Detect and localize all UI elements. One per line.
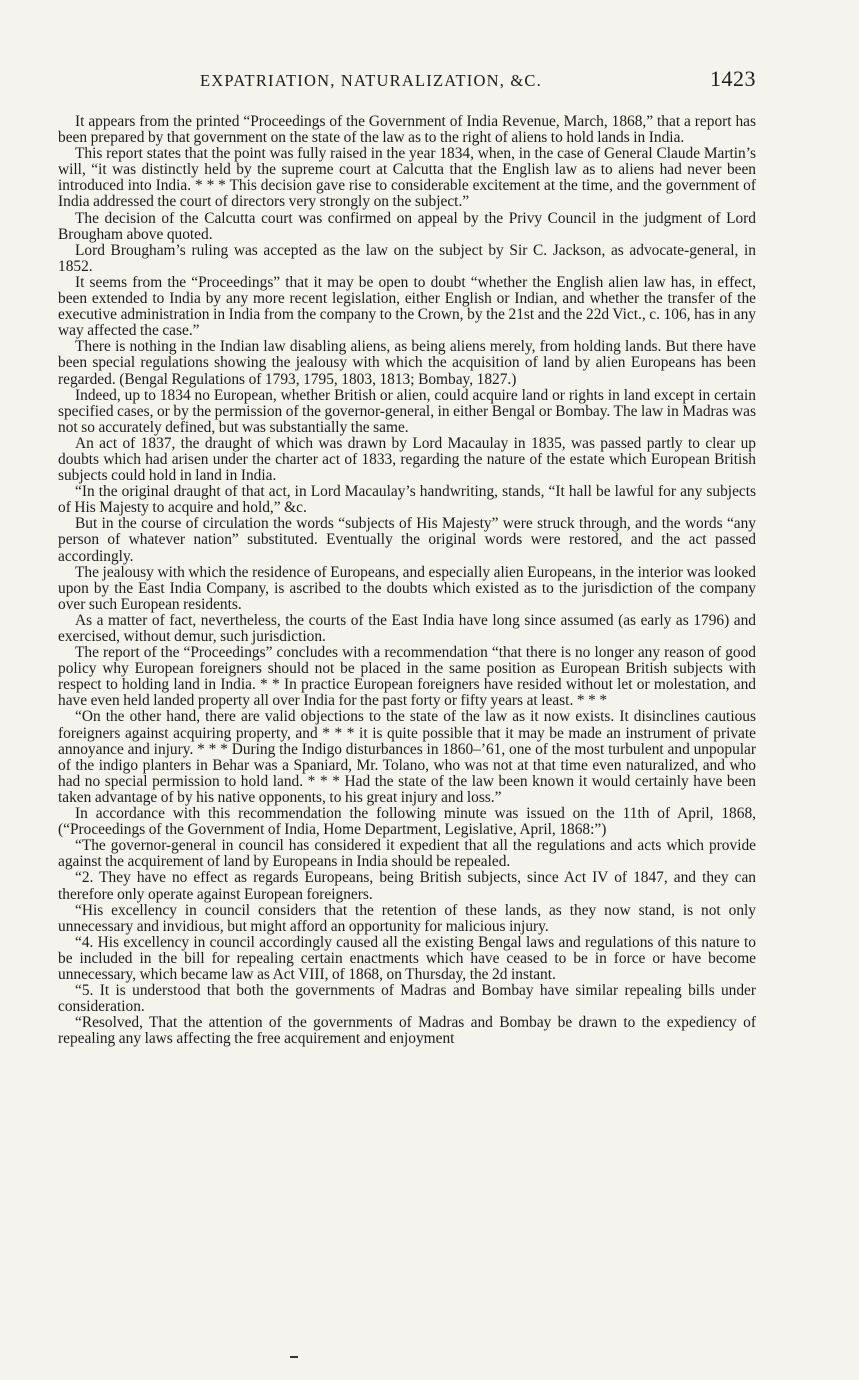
- paragraph: Indeed, up to 1834 no European, whether British or alien, could acquire land or rights in land except in certain specified cases, or by the permission of the governor-general, in either Bengal or Bombay. The law in Madras was not so accurately defined, but was substantially the same.: [58, 386, 756, 436]
- paragraph: “On the other hand, there are valid objections to the state of the law as it now exists. It disinclines cautious foreigners against acquiring property, and * * * it is quite possible that it may be made an instrument of private annoyance and injury. * * * During the Indigo disturbances in 1860–’61, one of the most turbulent and unpopular of the indigo planters in Behar was a Spaniard, Mr. Tolano, who was not at that time even naturalized, and who had no special permission to hold land. * * * Had the state of the law been known it would certainly have been taken advantage of by his native opponents, to his great injury and loss.”: [58, 708, 756, 806]
- paragraph: There is nothing in the Indian law disabling aliens, as being aliens merely, from holding lands. But there have been special regulations showing the jealousy with which the acquisition of land by alien Europeans has been regarded. (Bengal Regulations of 1793, 1795, 1803, 1813; Bombay, 1827.): [58, 338, 756, 388]
- paragraph: An act of 1837, the draught of which was drawn by Lord Macaulay in 1835, was passed partly to clear up doubts which had arisen under the charter act of 1833, regarding the nature of the estate which European British subjects could hold in land in India.: [58, 434, 756, 485]
- paragraph: This report states that the point was fully raised in the year 1834, when, in the case of General Claude Martin’s will, “it was distinctly held by the supreme court at Calcutta that the English law as to aliens had never been introduced into India. * * * This decision gave rise to considerable excitement at the time, and the government of India addressed the court of directors very strongly on the subject.”: [58, 145, 756, 211]
- running-head: EXPATRIATION, NATURALIZATION, &C.: [200, 71, 542, 90]
- body-text: [58, 114, 756, 1047]
- paragraph: The report of the “Proceedings” concludes with a recommendation “that there is no longer any reason of good policy why European foreigners should not be placed in the same position as European British subjects with respect to holding land in India. * * In practice European foreigners have resided without let or molestation, and have even held landed property all over India for the past forty or fifty years at least. * * *: [58, 644, 756, 710]
- paragraph: It appears from the printed “Proceedings of the Government of India Revenue, March, 1868,” that a report has been prepared by that government on the state of the law as to the right of aliens to hold lands in India.: [58, 113, 756, 147]
- paragraph: “5. It is understood that both the governments of Madras and Bombay have similar repealing bills under consideration.: [58, 982, 756, 1016]
- document-page: [58, 66, 756, 1047]
- paragraph: As a matter of fact, nevertheless, the courts of the East India have long since assumed (as early as 1796) and exercised, without demur, such jurisdiction.: [58, 611, 756, 645]
- paragraph: “Resolved, That the attention of the governments of Madras and Bombay be drawn to the expediency of repealing any laws affecting the free acquirement and enjoyment: [58, 1014, 756, 1048]
- footer-dash-mark: [290, 1356, 298, 1358]
- paragraph: The decision of the Calcutta court was confirmed on appeal by the Privy Council in the judgment of Lord Brougham above quoted.: [58, 209, 756, 243]
- paragraph: Lord Brougham’s ruling was accepted as the law on the subject by Sir C. Jackson, as advocate-general, in 1852.: [58, 241, 756, 275]
- paragraph: The jealousy with which the residence of Europeans, and especially alien Europeans, in the interior was looked upon by the East India Company, is ascribed to the doubts which existed as to the jurisdiction of the company over such European residents.: [58, 563, 756, 613]
- paragraph: “4. His excellency in council accordingly caused all the existing Bengal laws and regulations of this nature to be included in the bill for repealing certain enactments which have ceased to be in force or have become unnecessary, which became law as Act VIII, of 1868, on Thursday, the 2d instant.: [58, 933, 756, 983]
- paragraph: It seems from the “Proceedings” that it may be open to doubt “whether the English alien law has, in effect, been extended to India by any more recent legislation, either English or Indian, and whether the transfer of the executive administration in India from the company to the Crown, by the 21st and the 22d Vict., c. 106, has in any way affected the case.”: [58, 273, 756, 340]
- paragraph: “In the original draught of that act, in Lord Macaulay’s handwriting, stands, “It hall be lawful for any subjects of His Majesty to acquire and hold,” &c.: [58, 483, 756, 517]
- paragraph: But in the course of circulation the words “subjects of His Majesty” were struck through, and the words “any person of whatever nation” substituted. Eventually the original words were restored, and the act passed accordingly.: [58, 515, 756, 565]
- paragraph: In accordance with this recommendation the following minute was issued on the 11th of April, 1868, (“Proceedings of the Government of India, Home Department, Legislative, April, 1868:”): [58, 805, 756, 839]
- page-header: [58, 66, 756, 104]
- paragraph: “The governor-general in council has considered it expedient that all the regulations and acts which provide against the acquirement of land by Europeans in India should be repealed.: [58, 837, 756, 871]
- paragraph: “2. They have no effect as regards Europeans, being British subjects, since Act IV of 1847, and they can therefore only operate against European foreigners.: [58, 869, 756, 903]
- page-number: 1423: [710, 66, 756, 91]
- paragraph: “His excellency in council considers that the retention of these lands, as they now stand, is not only unnecessary and invidious, but might afford an opportunity for malicious injury.: [58, 901, 756, 935]
